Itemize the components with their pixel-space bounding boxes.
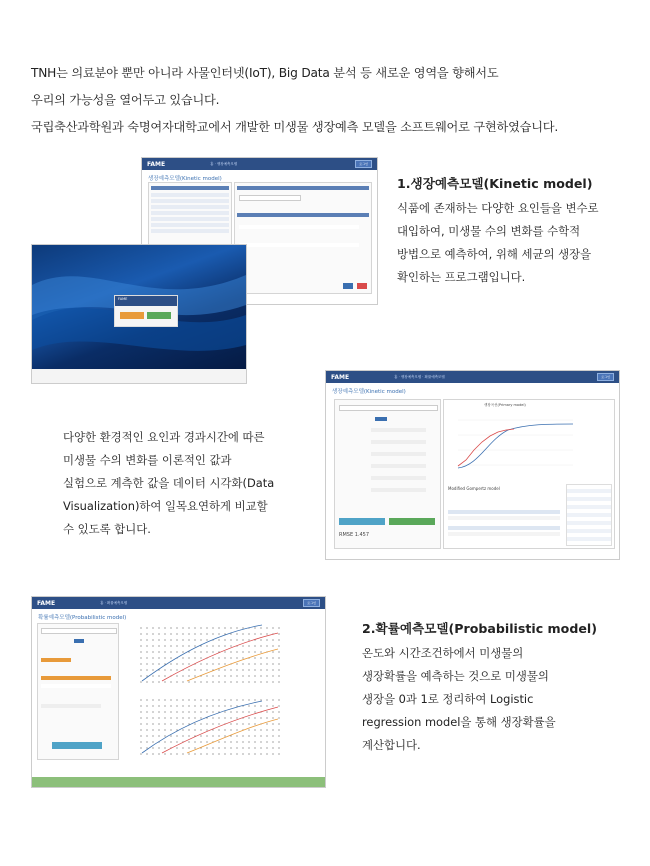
probabilistic-line: 계산합니다. xyxy=(362,738,421,752)
probabilistic-line: 온도와 시간조건하에서 미생물의 xyxy=(362,646,524,660)
intro-text xyxy=(31,60,631,141)
kinetic-model-screenshot: FAME 홈 · 생장예측모델 로그인 생장예측모델(Kinetic model) xyxy=(141,157,378,305)
app-logo: FAME xyxy=(37,599,56,607)
page-title: 생장예측모델(Kinetic model) xyxy=(332,389,406,395)
probabilistic-heading: 2.확률예측모델(Probabilistic model) xyxy=(362,621,597,636)
probabilistic-line: regression model을 통해 생장확률을 xyxy=(362,715,556,729)
intro-line: 우리의 가능성을 열어두고 있습니다. xyxy=(31,93,220,107)
probabilistic-start-button[interactable] xyxy=(147,312,171,319)
visualization-line: 실험으로 계측한 값을 데이터 시각화(Data xyxy=(63,476,275,490)
intro-line: 국립축산과학원과 숙명여자대학교에서 개발한 미생물 생장예측 모델을 소프트웨어로 구현하였습니다. xyxy=(31,120,559,134)
app-logo: FAME xyxy=(331,373,350,381)
probabilistic-model-screenshot: FAME 홈 · 확률예측모델 로그인 확률예측모델(Probabilistic model) xyxy=(31,596,326,788)
visualization-line: 미생물 수의 변화를 이론적인 값과 xyxy=(63,453,232,467)
visualization-screenshot: FAME 홈 · 생장예측모델 · 확률예측모델 로그인 생장예측모델(Kinetic model) RMSE 1.457 생장곡선(Primary model) Modified Gompertz model xyxy=(325,370,620,560)
rmse-value: 1.457 xyxy=(354,532,370,538)
page-title: 생장예측모델(Kinetic model) xyxy=(148,176,222,182)
login-card xyxy=(114,295,178,327)
kinetic-description xyxy=(397,172,599,289)
probabilistic-description xyxy=(362,617,597,757)
intro-line: TNH는 의료분야 뿐만 아니라 사물인터넷(IoT), Big Data 분석 등 새로운 영역을 향해서도 xyxy=(31,66,499,80)
probabilistic-line: 생장확률을 예측하는 것으로 미생물의 xyxy=(362,669,549,683)
probability-charts xyxy=(132,619,297,759)
rmse-label: RMSE xyxy=(339,532,354,538)
splash-screenshot xyxy=(31,244,247,384)
kinetic-line: 확인하는 프로그램입니다. xyxy=(397,270,526,284)
app-logo: FAME xyxy=(115,296,177,306)
visualization-line: 수 있도록 합니다. xyxy=(63,522,151,536)
kinetic-line: 방법으로 예측하여, 위해 세균의 생장을 xyxy=(397,247,592,261)
kinetic-line: 식품에 존재하는 다양한 요인들을 변수로 xyxy=(397,201,599,215)
chart-title: 생장곡선(Primary model) xyxy=(484,403,526,407)
kinetic-start-button[interactable] xyxy=(120,312,144,319)
growth-chart xyxy=(448,410,578,480)
page-title: 확률예측모델(Probabilistic model) xyxy=(38,615,127,621)
app-logo: FAME xyxy=(147,160,166,168)
visualization-description xyxy=(63,426,274,541)
kinetic-line: 대입하여, 미생물 수의 변화를 수학적 xyxy=(397,224,581,238)
probabilistic-line: 생장을 0과 1로 정리하여 Logistic xyxy=(362,692,534,706)
visualization-line: Visualization)하여 일목요연하게 비교할 xyxy=(63,499,268,513)
model-label: Modified Gompertz model xyxy=(448,486,500,491)
visualization-line: 다양한 환경적인 요인과 경과시간에 따른 xyxy=(63,430,265,444)
kinetic-heading: 1.생장예측모델(Kinetic model) xyxy=(397,176,593,191)
